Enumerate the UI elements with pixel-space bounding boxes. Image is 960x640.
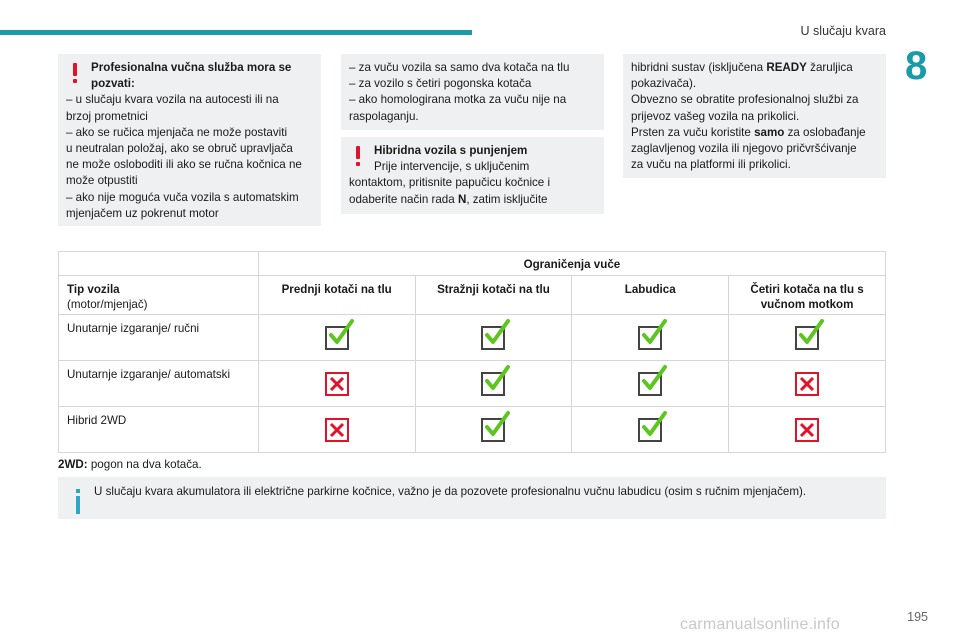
warning-icon: [356, 146, 360, 159]
warning-title: Hibridna vozila s punjenjem: [374, 144, 528, 157]
warning-icon: [73, 63, 77, 76]
column-header: Četiri kotača na tlu s vučnom motkom: [729, 276, 886, 315]
table-row: [59, 361, 886, 407]
table-cell: [258, 407, 415, 453]
type-header-label: Tip vozila: [67, 283, 120, 296]
header-accent-bar: [0, 30, 472, 35]
warning-text-line: – ako nije moguća vuča vozila s automatskim: [66, 190, 299, 204]
column-header: Prednji kotači na tlu: [258, 276, 415, 315]
table-cell: [258, 361, 415, 407]
towing-restrictions-table: [58, 251, 886, 453]
table-row: [59, 407, 886, 453]
checkmark-icon: [481, 372, 505, 396]
table-column-header-row: [59, 276, 886, 315]
table-cell: [415, 407, 572, 453]
table-group-header-row: [59, 252, 886, 276]
type-subheader-label: (motor/mjenjač): [67, 298, 148, 311]
warning-box-plugin-hybrid: [341, 137, 604, 214]
list-item: raspolaganju.: [349, 109, 419, 123]
watermark: carmanualsonline.info: [680, 616, 840, 633]
info-text: U slučaju kvara akumulatora ili električne parkirne kočnice, važno je da pozovete profesionalnu vučnu labudicu (osim s ručnim mjenjačem).: [94, 485, 807, 498]
page-number: 195: [907, 610, 928, 624]
table-type-header: [59, 276, 259, 315]
table-row: [59, 315, 886, 361]
section-title: U slučaju kvara: [800, 24, 886, 38]
cross-icon: [795, 372, 819, 396]
text-line: Obvezno se obratite profesionalnoj službi za: [631, 93, 859, 107]
table-cell: [729, 315, 886, 361]
table-cell: [415, 315, 572, 361]
table-cell: [415, 361, 572, 407]
text-line: hibridni sustav (isključena READY žaruljica: [631, 61, 853, 74]
text-line: prijevoz vašeg vozila na prikolici.: [631, 109, 800, 123]
info-icon: [76, 496, 80, 514]
text-line: zaglavljenog vozila ili njegovo pričvršćivanje: [631, 142, 857, 156]
table-cell: [258, 315, 415, 361]
column-header: Labudica: [572, 276, 729, 315]
table-group-header: Ograničenja vuče: [258, 252, 885, 276]
row-vehicle-type: Unutarnje izgaranje/ ručni: [59, 315, 259, 361]
row-vehicle-type: Hibrid 2WD: [59, 407, 259, 453]
warning-text-line: ne može osloboditi ili ako se ručna kočnica ne: [66, 158, 302, 172]
list-item: – ako homologirana motka za vuču nije na: [349, 93, 567, 107]
warning-text-line: Prije intervencije, s uključenim: [374, 160, 530, 174]
list-box-towing-cases: [341, 54, 604, 130]
info-box-battery-failure: [58, 477, 886, 519]
warning-title: pozvati:: [91, 77, 135, 91]
warning-box-professional-towing: [58, 54, 321, 226]
abbreviation-note: 2WD: pogon na dva kotača.: [58, 458, 202, 471]
table-empty-cell: [59, 252, 259, 276]
table-cell: [572, 315, 729, 361]
text-line: pokazivača).: [631, 77, 697, 91]
checkmark-icon: [795, 326, 819, 350]
checkmark-icon: [481, 326, 505, 350]
checkmark-icon: [325, 326, 349, 350]
table-cell: [729, 407, 886, 453]
warning-text-line: može otpustiti: [66, 174, 138, 188]
table-body: [59, 315, 886, 453]
list-item: – za vuču vozila sa samo dva kotača na tlu: [349, 61, 570, 74]
warning-text-line: brzoj prometnici: [66, 109, 148, 123]
cross-icon: [325, 418, 349, 442]
checkmark-icon: [481, 418, 505, 442]
table-cell: [729, 361, 886, 407]
text-line: za vuču na platformi ili prikolici.: [631, 158, 791, 172]
warning-text-line: u neutralan položaj, ako se obruč upravljača: [66, 142, 293, 156]
table-cell: [572, 407, 729, 453]
warning-text-line: – u slučaju kvara vozila na autocesti ili na: [66, 93, 279, 107]
checkmark-icon: [638, 418, 662, 442]
text-line: Prsten za vuču koristite samo za oslobađanje: [631, 125, 866, 139]
checkmark-icon: [638, 372, 662, 396]
warning-text-line: kontaktom, pritisnite papučicu kočnice i: [349, 176, 551, 190]
warning-text-line: – ako se ručica mjenjača ne može postaviti: [66, 125, 288, 139]
row-vehicle-type: Unutarnje izgaranje/ automatski: [59, 361, 259, 407]
warning-text-line: odaberite način rada N, zatim isključite: [349, 192, 548, 206]
cross-icon: [325, 372, 349, 396]
chapter-number: 8: [905, 44, 928, 88]
cross-icon: [795, 418, 819, 442]
hybrid-instructions-box: [623, 54, 886, 178]
column-header: Stražnji kotači na tlu: [415, 276, 572, 315]
warning-text-line: mjenjačem uz pokrenut motor: [66, 206, 219, 220]
checkmark-icon: [638, 326, 662, 350]
warning-title: Profesionalna vučna služba mora se: [91, 61, 292, 74]
list-item: – za vozilo s četiri pogonska kotača: [349, 77, 532, 91]
table-cell: [572, 361, 729, 407]
